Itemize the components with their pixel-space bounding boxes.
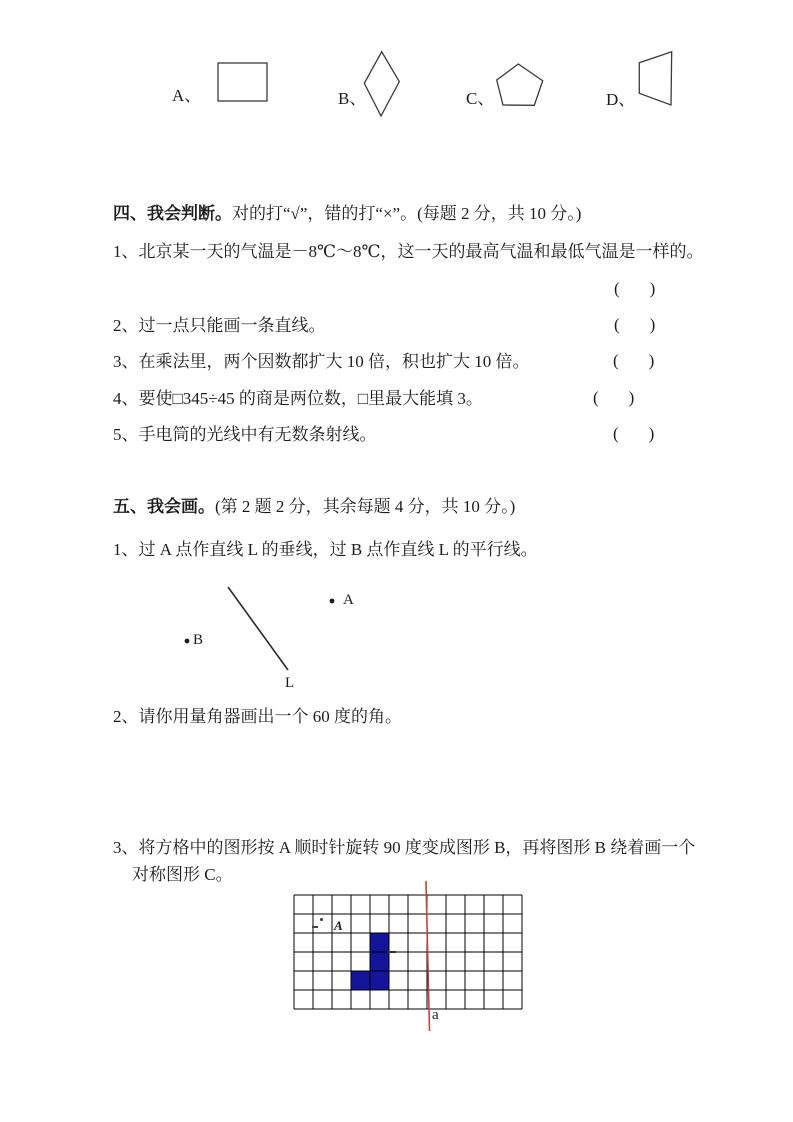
answer-parens-4: ( )	[593, 388, 635, 407]
judgment-item-3: 3、在乘法里，两个因数都扩大 10 倍，积也扩大 10 倍。	[113, 352, 530, 371]
section4-subtitle: 对的打“√”，错的打“×”。(每题 2 分，共 10 分。)	[232, 204, 582, 223]
blue-figure-cell	[370, 971, 389, 990]
choice-label-d: D、	[606, 90, 636, 109]
section5-heading	[113, 496, 515, 517]
choice-label-a: A、	[172, 86, 202, 105]
drawing-item-1: 1、过 A 点作直线 L 的垂线，过 B 点作直线 L 的平行线。	[113, 540, 538, 559]
blue-figure-cell	[370, 952, 389, 971]
grid-figure-a-label: A	[334, 918, 343, 933]
point-b-label: B	[193, 632, 204, 648]
section4-title: 四、我会判断。	[113, 204, 232, 223]
blue-figure-cell	[370, 933, 389, 952]
stray-mark-dot	[320, 918, 323, 921]
section5-title: 五、我会画。	[113, 497, 215, 516]
drawing-item-3-line2: 对称图形 C。	[132, 865, 233, 884]
answer-parens-1: ( )	[614, 279, 656, 298]
choice-label-c: C、	[466, 89, 495, 108]
judgment-item-1: 1、北京某一天的气温是－8℃～8℃，这一天的最高气温和最低气温是一样的。	[113, 242, 704, 261]
line-l-figure	[0, 560, 793, 700]
symmetry-line-a-label: a	[432, 1007, 439, 1023]
blue-figure-cell	[351, 971, 370, 990]
point-b-dot	[185, 639, 190, 644]
rotation-grid-figure	[280, 875, 560, 1045]
rhombus-shape	[364, 52, 399, 116]
line-l-label: L	[285, 675, 295, 691]
answer-parens-2: ( )	[614, 315, 656, 334]
quadrilateral-shape	[639, 52, 671, 105]
drawing-item-3-line1: 3、将方格中的图形按 A 顺时针旋转 90 度变成图形 B，再将图形 B 绕着画一个	[113, 838, 696, 857]
answer-parens-5: ( )	[613, 424, 655, 443]
judgment-item-2: 2、过一点只能画一条直线。	[113, 316, 326, 335]
section5-subtitle: (第 2 题 2 分，其余每题 4 分，共 10 分。)	[215, 497, 516, 516]
judgment-item-5: 5、手电筒的光线中有无数条射线。	[113, 425, 377, 444]
point-a-dot	[330, 599, 335, 604]
answer-parens-3: ( )	[613, 351, 655, 370]
drawing-item-2: 2、请你用量角器画出一个 60 度的角。	[113, 707, 402, 726]
pentagon-shape	[497, 64, 543, 105]
choice-shapes-figure	[0, 0, 793, 140]
point-a-label: A	[343, 592, 354, 608]
judgment-item-4: 4、要使□345÷45 的商是两位数，□里最大能填 3。	[113, 389, 483, 408]
rectangle-shape	[218, 63, 267, 101]
stray-mark-dash	[312, 926, 318, 928]
stray-mark-tick	[388, 951, 396, 953]
choice-label-b: B、	[338, 89, 367, 108]
line-l	[228, 587, 288, 670]
section4-heading	[113, 203, 581, 224]
